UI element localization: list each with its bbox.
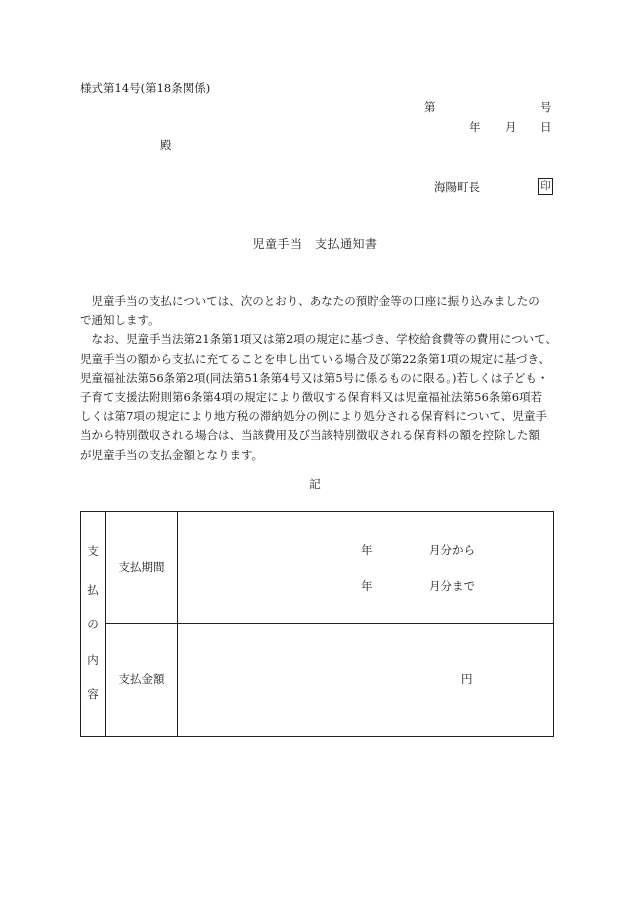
body-line: 児童福祉法第56条第2項(同法第51条第4号又は第5号に係るものに限る。)若しくは子ども・ [80, 370, 549, 385]
period-to-year: 年 [361, 579, 373, 593]
date-day: 日 [540, 120, 552, 134]
body-line: 子育て支援法附則第6条第4項の規定により徴収する保育料又は児童福祉法第56条第6項若 [80, 390, 543, 405]
vertical-header-char: 支 [87, 544, 99, 558]
date-month: 月 [505, 120, 517, 134]
period-label: 支払期間 [118, 560, 165, 574]
vertical-header-char: の [87, 617, 99, 631]
number-prefix: 第 [424, 100, 436, 114]
payment-details-table [80, 511, 554, 737]
body-line: 児童手当の額から支払に充てることを申し出ている場合及び第22条第1項の規定に基づき、 [80, 351, 550, 366]
vertical-header-char: 容 [87, 687, 99, 701]
number-suffix: 号 [540, 100, 552, 114]
issuer-name: 海陽町長 [434, 180, 480, 194]
document-title: 児童手当 支払通知書 [252, 237, 378, 251]
addressee-honorific: 殿 [160, 138, 172, 152]
form-number: 様式第14号(第18条関係) [80, 81, 211, 95]
period-from-month: 月分から [429, 543, 475, 557]
period-from-year: 年 [361, 543, 373, 557]
table-divider [105, 623, 553, 624]
body-line: 児童手当の支払については、次のとおり、あなたの預貯金等の口座に振り込みましたの [80, 294, 540, 308]
body-line: しくは第7項の規定により地方税の滞納処分の例により処分される保育料について、児童手 [80, 409, 547, 424]
period-to-month: 月分まで [429, 579, 475, 593]
amount-label: 支払金額 [118, 672, 165, 686]
ki-heading: 記 [309, 477, 321, 491]
body-line: なお、児童手当法第21条第1項又は第2項の規定に基づき、学校給食費等の費用について、 [80, 332, 557, 347]
body-line: で通知します。 [80, 313, 160, 328]
date-year: 年 [469, 120, 481, 134]
notice-body [80, 292, 555, 465]
vertical-header-char: 払 [87, 583, 99, 597]
table-divider [177, 512, 178, 736]
body-line: が児童手当の支払金額となります。 [80, 447, 264, 462]
amount-unit: 円 [461, 672, 473, 686]
body-line: 当から特別徴収される場合は、当該費用及び当該特別徴収される保育料の額を控除した額 [80, 428, 540, 443]
vertical-header-char: 内 [87, 653, 99, 667]
table-divider [105, 512, 106, 736]
seal-box: 印 [538, 178, 553, 195]
